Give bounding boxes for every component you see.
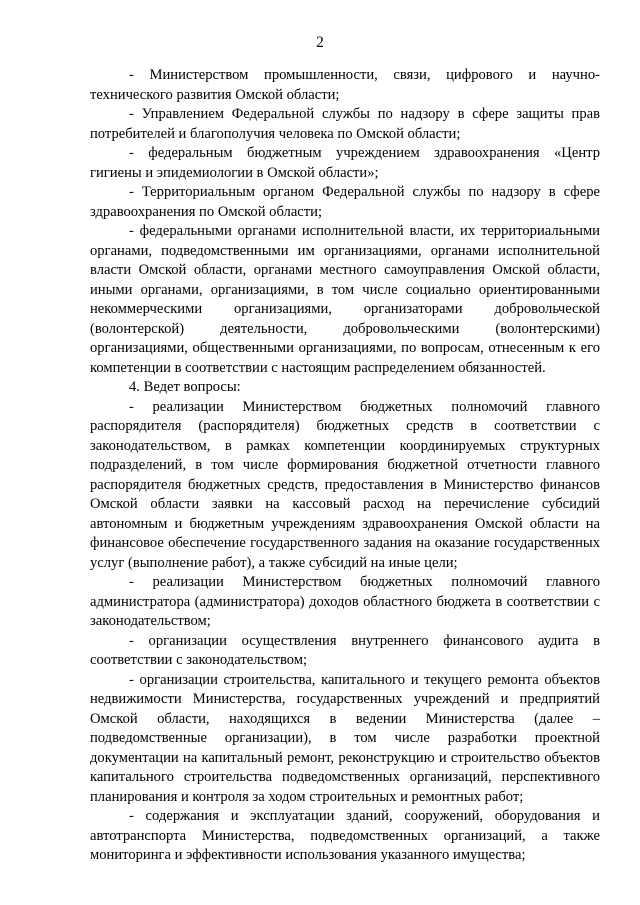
paragraph-ministry-industry: - Министерством промышленности, связи, цифрового и научно-технического развития Омской области;: [90, 67, 600, 103]
paragraph-roszdravnadzor: - Территориальным органом Федеральной службы по надзору в сфере здравоохранения по Омской области;: [90, 184, 600, 220]
paragraph-hygiene-center: - федеральным бюджетным учреждением здравоохранения «Центр гигиены и эпидемиологии в Омской области»;: [90, 145, 600, 181]
section-heading-item-4: 4. Ведет вопросы:: [129, 379, 241, 395]
paragraph-building-maintenance: - содержания и эксплуатации зданий, сооружений, оборудования и автотранспорта Министерства, подведомственных организаций, а также мониторинга и эффективности использования указанного имущества;: [90, 808, 600, 863]
page-number: 2: [316, 34, 324, 51]
paragraph-federal-bodies: - федеральными органами исполнительной власти, их территориальными органами, подведомственными им организациями, органами исполнительной власти Омской области, органами местного самоуправления Омской области, иными органами, организациями, в том числе социально ориентированными некоммерческими организациями, организаторами добровольческой (волонтерской) деятельности, добровольческими (волонтерскими) организациями, общественными организациями, по вопросам, отнесенным к его компетенции в соответствии с настоящим распределением обязанностей.: [90, 223, 600, 376]
paragraph-budget-revenue-administrator: - реализации Министерством бюджетных полномочий главного администратора (администратора) доходов областного бюджета в соответствии с законодательством;: [90, 574, 600, 629]
paragraph-construction-repair: - организации строительства, капитального и текущего ремонта объектов недвижимости Министерства, государственных учреждений и предприятий Омской области, находящихся в ведении Министерства (далее – подведомственные организации), в том числе разработки проектной документации на капитальный ремонт, реконструкцию и строительство объектов капитального строительства подведомственных организаций, перспективного планирования и контроля за ходом строительных и ремонтных работ;: [90, 671, 600, 805]
paragraph-rospotrebnadzor: - Управлением Федеральной службы по надзору в сфере защиты прав потребителей и благополучия человека по Омской области;: [90, 106, 600, 142]
paragraph-budget-main-distributor: - реализации Министерством бюджетных полномочий главного распорядителя (распорядителя) бюджетных средств в соответствии с законодательством, в рамках компетенции координируемых структурных подразделений, в том числе формирования бюджетной отчетности главного распорядителя бюджетных средств, предоставления в Министерство финансов Омской области заявки на кассовый расход на перечисление субсидий автономным и бюджетным учреждениям здравоохранения Омской области на финансовое обеспечение государственного задания на оказание государственных услуг (выполнение работ), а также субсидий на иные цели;: [90, 398, 600, 571]
paragraph-internal-audit: - организации осуществления внутреннего финансового аудита в соответствии с законодательством;: [90, 632, 600, 668]
document-body: [90, 66, 600, 866]
